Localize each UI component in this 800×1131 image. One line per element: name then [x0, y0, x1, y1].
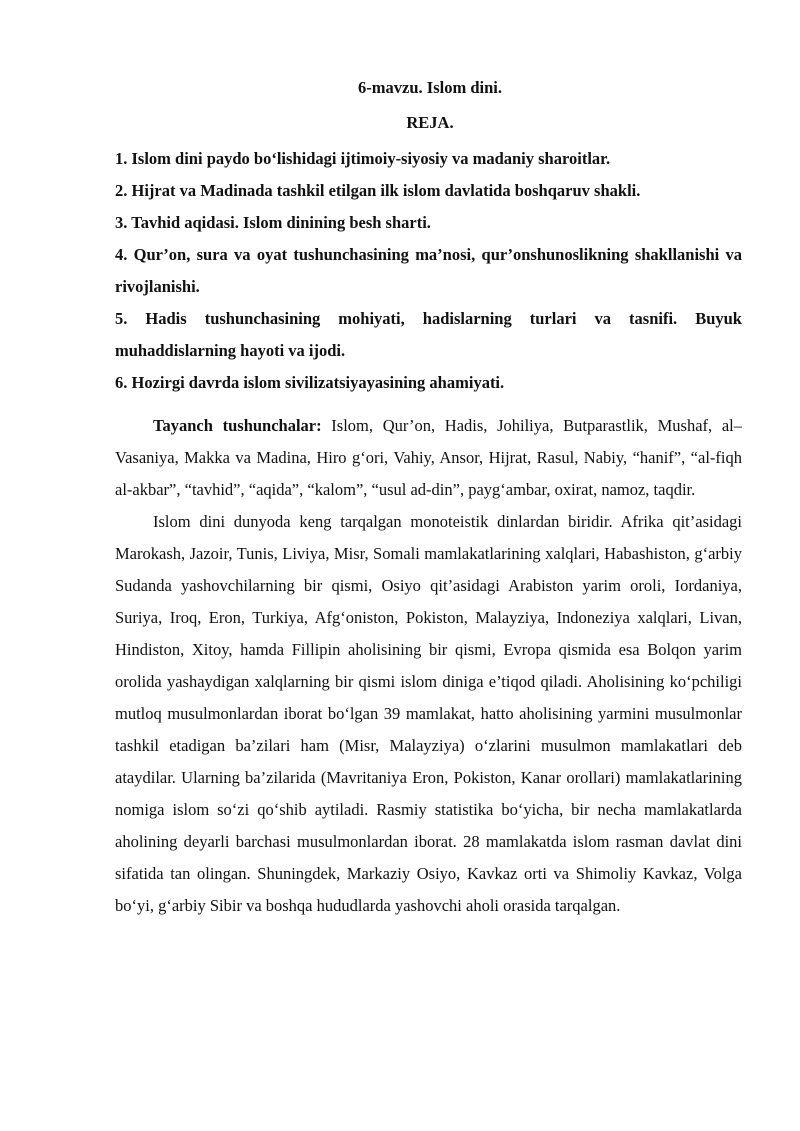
- plan-item: 3. Tavhid aqidasi. Islom dinining besh sharti.: [115, 213, 431, 232]
- main-paragraph: Islom dini dunyoda keng tarqalgan monoteistik dinlardan biridir. Afrika qit’asidagi Marokash, Jazoir, Tunis, Liviya, Misr, Somali mamlakatlarining xalqlari, Habashiston, g‘arbiy Sudanda yashovchilarning bir qismi, Osiyo qit’asidagi Arabiston yarim oroli, Iordaniya, Suriya, Iroq, Eron, Turkiya, Afg‘oniston, Pokiston, Malayziya, Indoneziya xalqlari, Livan, Hindiston, Xitoy, hamda Fillipin aholisining bir qismi, Evropa qismida esa Bolqon yarim orolida yashaydigan xalqlarning bir qismi islom diniga e’tiqod qiladi. Aholisining ko‘pchiligi mutloq musulmonlardan iborat bo‘lgan 39 mamlakat, hatto aholisining yarmini musulmonlar tashkil etadigan ba’zilari ham (Misr, Malayziya) o‘zlarini musulmon mamlakatlari deb ataydilar. Ularning ba’zilarida (Mavritaniya Eron, Pokiston, Kanar orollari) mamlakatlarining nomiga islom so‘zi qo‘shib aytiladi. Rasmiy statistika bo‘yicha, bir necha mamlakatlarda aholining deyarli barchasi musulmonlardan iborat. 28 mamlakatda islom rasman davlat dini sifatida tan olingan. Shuningdek, Markaziy Osiyo, Kavkaz orti va Shimoliy Kavkaz, Volga bo‘yi, g‘arbiy Sibir va boshqa hududlarda yashovchi aholi orasida tarqalgan.: [115, 512, 742, 915]
- plan-item: 6. Hozirgi davrda islom sivilizatsiyayasining ahamiyati.: [115, 373, 505, 392]
- page-title: 6-mavzu. Islom dini.: [358, 78, 502, 97]
- plan-item: 1. Islom dini paydo bo‘lishidagi ijtimoiy-siyosiy va madaniy sharoitlar.: [115, 149, 611, 168]
- key-terms-paragraph: [115, 410, 742, 506]
- plan-item: 2. Hijrat va Madinada tashkil etilgan ilk islom davlatida boshqaruv shakli.: [115, 181, 641, 200]
- key-terms-text: Islom, Qur’on, Hadis, Johiliya, Butparastlik, Mushaf, al–Vasaniya, Makka va Madina, Hiro g‘ori, Vahiy, Ansor, Hijrat, Rasul, Nabiy, “hanif”, “al-fiqh al-akbar”, “tavhid”, “aqida”, “kalom”, “usul ad-din”, payg‘ambar, oxirat, namoz, taqdir.: [115, 416, 742, 499]
- plan-item: 4. Qur’on, sura va oyat tushunchasining ma’nosi, qur’onshunoslikning shakllanishi va rivojlanishi.: [115, 245, 742, 296]
- body-text: [115, 410, 742, 922]
- plan-list: [115, 143, 742, 399]
- key-terms-label: Tayanch tushunchalar:: [153, 416, 322, 435]
- plan-item: 5. Hadis tushunchasining mohiyati, hadislarning turlari va tasnifi. Buyuk muhaddislarning hayoti va ijodi.: [115, 309, 742, 360]
- plan-heading: REJA.: [406, 113, 454, 132]
